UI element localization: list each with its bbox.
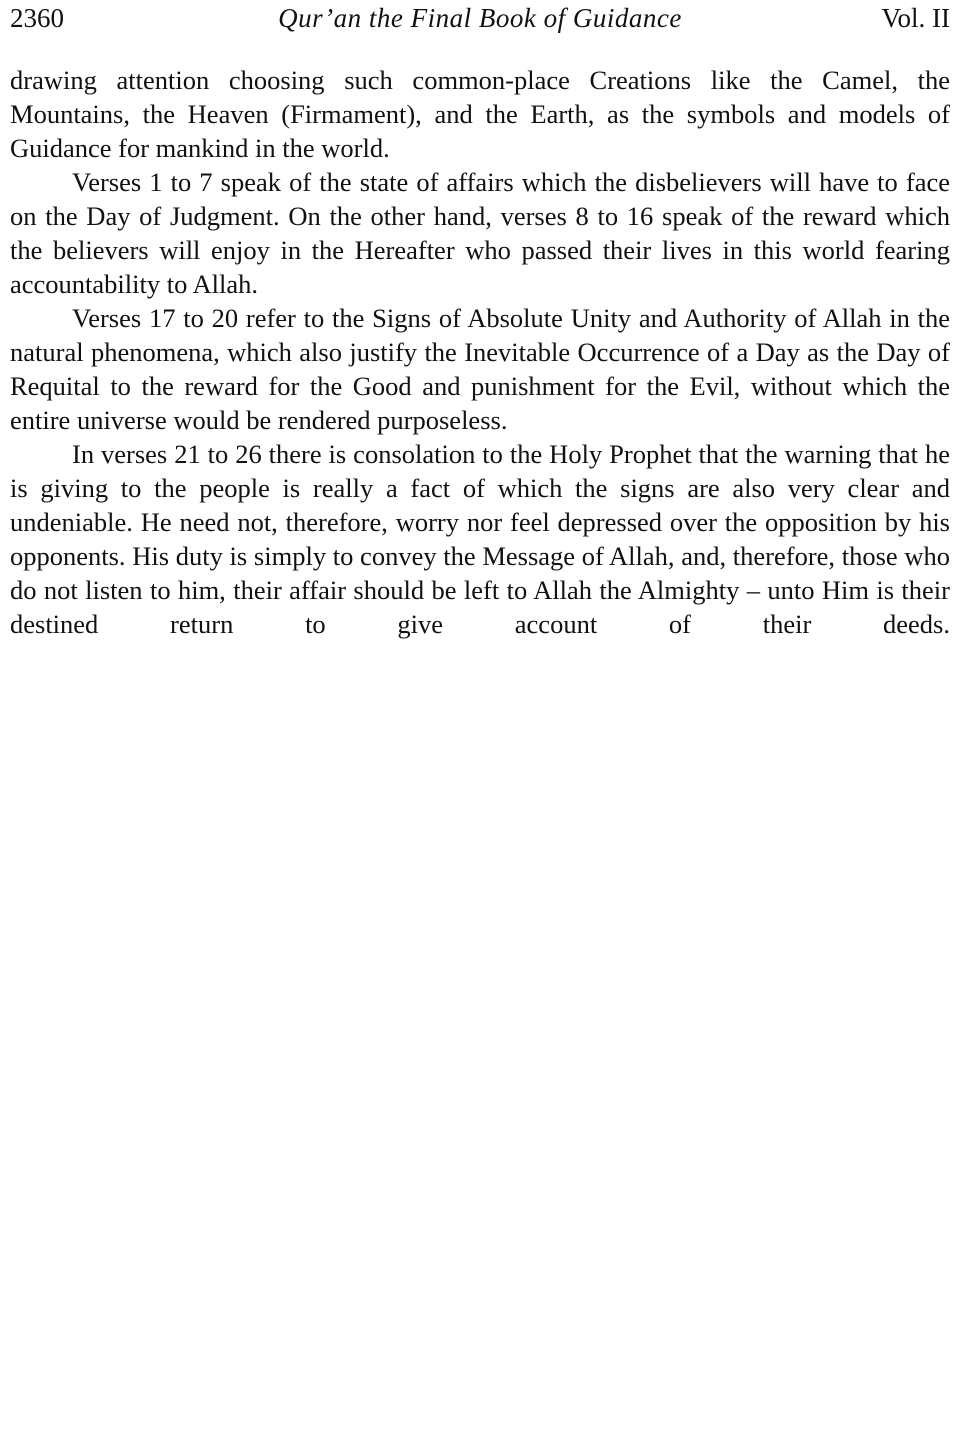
paragraph-verses-1-to-16: Verses 1 to 7 speak of the state of affairs which the disbelievers will have to face on the Day of Judgment. On the other hand, verses 8 to 16 speak of the reward which the believers will enjoy in the Hereafter who passed their lives in this world fearing accountability to Allah. bbox=[10, 167, 950, 299]
volume-label: Vol. II bbox=[881, 3, 950, 33]
running-header bbox=[10, 0, 950, 36]
page-number: 2360 bbox=[10, 3, 64, 33]
paragraph-verses-17-to-20: Verses 17 to 20 refer to the Signs of Absolute Unity and Authority of Allah in the natural phenomena, which also justify the Inevitable Occurrence of a Day as the Day of Requital to the reward for the Good and punishment for the Evil, without which the entire universe would be rendered purposeless. bbox=[10, 303, 950, 435]
paragraph-verses-21-to-26: In verses 21 to 26 there is consolation to the Holy Prophet that the warning that he is giving to the people is really a fact of which the signs are also very clear and undeniable. He need not, therefore, worry nor feel depressed over the opposition by his opponents. His duty is simply to convey the Message of Allah, and, therefore, those who do not listen to him, their affair should be left to Allah the Almighty – unto Him is their destined return to give account of their deeds. bbox=[10, 439, 950, 639]
book-title: Qur’an the Final Book of Guidance bbox=[278, 3, 682, 33]
paragraph-continuation: drawing attention choosing such common-place Creations like the Camel, the Mountains, the Heaven (Firmament), and the Earth, as the symbols and models of Guidance for mankind in the world. bbox=[10, 65, 950, 163]
body-text bbox=[10, 63, 950, 641]
